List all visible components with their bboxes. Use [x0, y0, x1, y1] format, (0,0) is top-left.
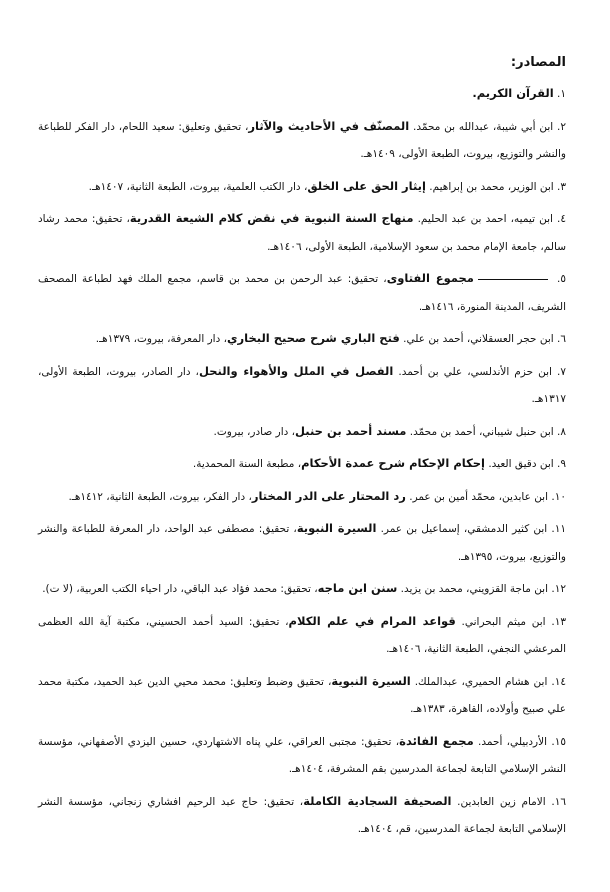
references-heading: المصادر:	[510, 55, 566, 70]
reference-title: مسند أحمد بن حنبل	[295, 423, 407, 438]
reference-number: ١٠.	[551, 490, 566, 503]
reference-number: ١٦.	[551, 795, 566, 808]
reference-number: ١١.	[551, 523, 566, 535]
reference-number: ٧.	[557, 365, 566, 378]
reference-publication: ، دار صادر، بيروت.	[213, 425, 296, 438]
reference-author: الامام زين العابدين.	[451, 795, 546, 808]
reference-author: ابن ميثم البحراني.	[455, 615, 546, 628]
reference-publication: ، تحقيق: السيد أحمد الحسيني، مكتبة آية الله العظمى المرعشي النجفي، الطبعة الثانية، ١٤٠٦هـ.	[38, 615, 566, 655]
reference-publication: ، تحقيق: حاج عبد الرحيم افشاري زنجاني، مؤسسة النشر الإسلامي التابعة لجماعة المدرسين، قم، ١٤٠٤هـ.	[38, 795, 566, 835]
reference-title: قواعد المرام في علم الكلام	[288, 613, 456, 628]
reference-author: ابن هشام الحميري، عبدالملك.	[410, 675, 548, 688]
reference-item	[38, 173, 566, 202]
reference-title: المصنّف في الأحاديث والآثار	[248, 118, 410, 133]
reference-number: ١٤.	[551, 675, 566, 688]
reference-number: ١٥.	[551, 735, 566, 748]
reference-number: ٥.	[557, 273, 566, 285]
reference-title: السيرة النبوية	[296, 521, 377, 535]
reference-number: ٦.	[557, 333, 566, 345]
reference-title: سنن ابن ماجه	[317, 581, 398, 595]
reference-title: الصحيفة السجادية الكاملة	[303, 793, 452, 808]
reference-publication: ، تحقيق: مجتبى العراقي، علي پناه الاشتهاردي، حسين اليزدي الأصفهاني، مؤسسة النشر الإسلامي التابعة لجماعة المدرسين بقم المشرفة، ١٤٠٤هـ.	[38, 735, 566, 775]
reference-number: ٨.	[557, 425, 566, 438]
reference-author: ابن كثير الدمشقي، إسماعيل بن عمر.	[376, 523, 548, 535]
reference-author: ابن حزم الأندلسي، علي بن أحمد.	[393, 365, 552, 378]
reference-number: ٣.	[557, 180, 566, 193]
reference-title: إحكام الإحكام شرح عمدة الأحكام	[301, 456, 485, 470]
reference-publication: ، تحقيق: عبد الرحمن بن محمد بن قاسم، مجمع الملك فهد لطباعة المصحف الشريف، المدينة المنورة، ١٤١٦هـ.	[38, 273, 566, 313]
reference-item	[38, 728, 566, 784]
reference-publication: ، دار الصادر، بيروت، الطبعة الأولى، ١٣١٧هـ.	[38, 365, 566, 405]
reference-title: رد المحتار على الدر المختار	[251, 488, 406, 503]
reference-author: ابن أبي شيبة، عبدالله بن محمّد.	[409, 120, 554, 133]
reference-item	[38, 358, 566, 414]
reference-item	[38, 483, 566, 512]
reference-publication: ، دار الفكر، بيروت، الطبعة الثانية، ١٤١٢هـ.	[68, 490, 252, 503]
reference-item	[38, 515, 566, 571]
reference-author: ابن حجر العسقلاني، أحمد بن علي.	[399, 333, 554, 345]
reference-title: الفصل في الملل والأهواء والنحل	[198, 363, 394, 378]
reference-item	[38, 788, 566, 844]
reference-author: ابن دقيق العيد.	[485, 458, 554, 470]
reference-item	[38, 113, 566, 169]
reference-title: مجموع الفتاوى	[386, 271, 474, 285]
reference-publication: ، دار المعرفة، بيروت، ١٣٧٩هـ.	[95, 333, 227, 345]
reference-item	[38, 668, 566, 724]
reference-author: الأردبيلي، أحمد.	[473, 735, 548, 748]
reference-publication: ، دار الكتب العلمية، بيروت، الطبعة الثانية، ١٤٠٧هـ.	[88, 180, 308, 193]
reference-title: فتح الباري شرح صحيح البخاري	[226, 331, 400, 345]
reference-number: ٢.	[557, 120, 566, 133]
reference-publication: ، تحقيق وتعليق: سعيد اللحام، دار الفكر للطباعة والنشر والتوزيع، بيروت، الطبعة الأولى، ١٤٠٩هـ.	[38, 120, 566, 160]
reference-item	[38, 325, 566, 354]
reference-item	[38, 80, 566, 109]
reference-title: مجمع الفائدة	[399, 733, 474, 748]
reference-title: السيرة النبوية	[331, 673, 411, 688]
reference-item	[38, 575, 566, 604]
reference-author: ابن تيميه، احمد بن عبد الحليم.	[413, 213, 553, 225]
reference-author: ابن حنبل شيباني، أحمد بن محمّد.	[406, 425, 554, 438]
reference-author: ابن الوزير، محمد بن إبراهيم.	[425, 180, 554, 193]
reference-publication: ، تحقيق: محمد رشاد سالم، جامعة الإمام محمد بن سعود الإسلامية، الطبعة الأولى، ١٤٠٦هـ.	[38, 213, 566, 253]
reference-publication: ، تحقيق وضبط وتعليق: محمد محيي الدين عبد الحميد، مكتبة محمد علي صبيح وأولاده، القاهرة، ١٣٨٣هـ.	[38, 675, 566, 715]
reference-item	[38, 450, 566, 479]
reference-number: ٤.	[557, 213, 566, 225]
reference-item	[38, 205, 566, 261]
reference-item	[38, 608, 566, 664]
reference-number: ١.	[557, 88, 566, 100]
reference-title: القرآن الكريم.	[472, 86, 554, 100]
reference-author: ابن عابدين، محمّد أمين بن عمر.	[405, 490, 549, 503]
reference-number: ١٢.	[551, 583, 566, 595]
reference-author: ابن ماجة القزويني، محمد بن يزيد.	[397, 583, 549, 595]
reference-number: ١٣.	[551, 615, 566, 628]
references-list	[38, 80, 566, 844]
reference-title: إيثار الحق على الخلق	[307, 178, 426, 193]
reference-number: ٩.	[557, 458, 566, 470]
reference-item	[38, 265, 566, 321]
reference-publication: ، مطبعة السنة المحمدية.	[192, 458, 302, 470]
reference-publication: ، تحقيق: محمد فؤاد عبد الباقي، دار احياء الكتب العربية، (لا ت).	[42, 583, 318, 595]
reference-title: منهاج السنة النبوية في نقض كلام الشيعة القدرية	[129, 211, 414, 225]
same-author-dash	[478, 279, 548, 280]
reference-publication: ، تحقيق: مصطفى عبد الواحد، دار المعرفة للطباعة والنشر والتوزيع، بيروت، ١٣٩٥هـ.	[38, 523, 566, 563]
reference-item	[38, 418, 566, 447]
